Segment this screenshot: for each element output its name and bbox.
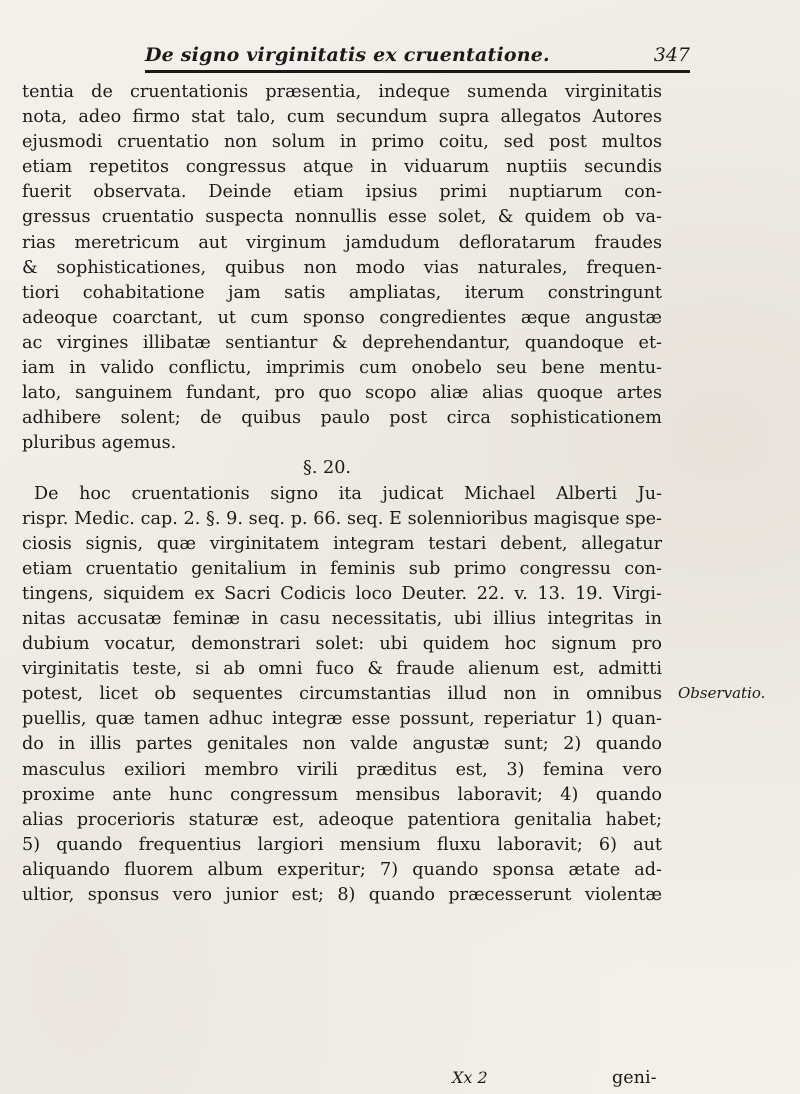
text-line: nitas accusatæ feminæ in casu necessitatis, ubi illius integritas in — [22, 608, 662, 629]
text-line: potest, licet ob sequentes circumstantias illud non in omnibus — [22, 684, 662, 705]
text-line: & sophisticationes, quibus non modo vias naturales, frequen- — [22, 257, 662, 278]
text-line: rias meretricum aut virginum jamdudum defloratarum fraudes — [22, 232, 662, 253]
text-line: alias procerioris staturæ est, adeoque patentiora genitalia habet; — [22, 809, 662, 830]
text-line: ac virgines illibatæ sentiantur & deprehendantur, quandoque et- — [22, 332, 662, 353]
text-line: De hoc cruentationis signo ita judicat Michael Alberti Ju- — [34, 483, 662, 504]
text-line: lato, sanguinem fundant, pro quo scopo aliæ alias quoque artes — [22, 383, 662, 404]
text-line: tiori cohabitatione jam satis ampliatas, iterum constringunt — [22, 282, 662, 303]
text-line: puellis, quæ tamen adhuc integræ esse possunt, reperiatur 1) quan- — [22, 709, 662, 730]
text-line: proxime ante hunc congressum mensibus laboravit; 4) quando — [22, 784, 662, 805]
text-line: 5) quando frequentius largiori mensium fluxu laboravit; 6) aut — [22, 834, 662, 855]
catchword: geni- — [612, 1068, 657, 1088]
header-rule — [145, 70, 690, 73]
text-line: pluribus agemus. — [22, 433, 177, 454]
text-line: iam in valido conflictu, imprimis cum onobelo seu bene mentu- — [22, 358, 662, 379]
text-line: dubium vocatur, demonstrari solet: ubi quidem hoc signum pro — [22, 634, 662, 655]
text-line: etiam repetitos congressus atque in viduarum nuptiis secundis — [22, 157, 662, 178]
text-line: ultior, sponsus vero junior est; 8) quando præcesserunt violentæ — [22, 885, 662, 905]
text-line: ejusmodi cruentatio non solum in primo coitu, sed post multos — [22, 132, 662, 153]
running-head: De signo virginitatis ex cruentatione. — [145, 44, 550, 66]
text-line: masculus exiliori membro virili præditus est, 3) femina vero — [22, 759, 662, 780]
page-header — [145, 44, 690, 74]
section-mark: §. 20. — [303, 458, 351, 479]
text-line: fuerit observata. Deinde etiam ipsius primi nuptiarum con- — [22, 182, 662, 203]
text-line: do in illis partes genitales non valde angustæ sunt; 2) quando — [22, 734, 662, 755]
text-line: gressus cruentatio suspecta nonnullis esse solet, & quidem ob va- — [22, 207, 662, 228]
text-line: nota, adeo firmo stat talo, cum secundum supra allegatos Autores — [22, 107, 662, 128]
text-line: tingens, siquidem ex Sacri Codicis loco Deuter. 22. v. 13. 19. Virgi- — [22, 583, 662, 604]
text-line: aliquando fluorem album experitur; 7) quando sponsa ætate ad- — [22, 859, 662, 880]
text-line: tentia de cruentationis præsentia, indeque sumenda virginitatis — [22, 82, 662, 102]
margin-note: Observatio. — [678, 684, 766, 702]
text-line: virginitatis teste, si ab omni fuco & fraude alienum est, admitti — [22, 659, 662, 680]
signature-mark: Xx 2 — [452, 1068, 488, 1087]
text-line: adeoque coarctant, ut cum sponso congredientes æque angustæ — [22, 307, 662, 328]
text-line: etiam cruentatio genitalium in feminis sub primo congressu con- — [22, 558, 662, 579]
text-line: rispr. Medic. cap. 2. §. 9. seq. p. 66. seq. E solennioribus magisque spe- — [22, 508, 662, 529]
body-text — [22, 80, 662, 908]
page-number: 347 — [653, 44, 690, 66]
text-line: ciosis signis, quæ virginitatem integram testari debent, allegatur — [22, 533, 662, 554]
text-line: adhibere solent; de quibus paulo post circa sophisticationem — [22, 408, 662, 429]
